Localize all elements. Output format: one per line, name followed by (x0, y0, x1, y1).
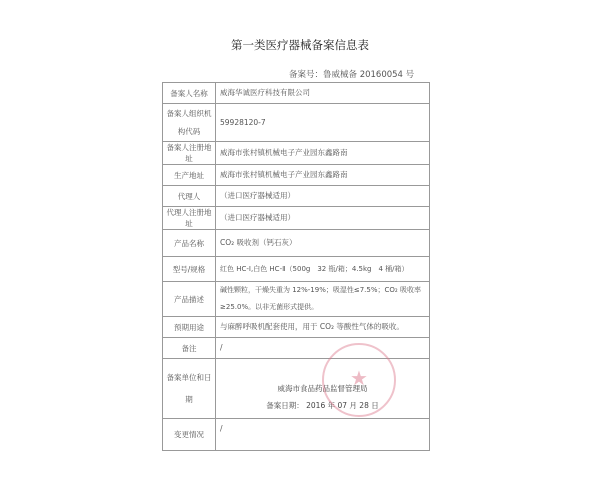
table-row (163, 165, 430, 186)
table-row (163, 317, 430, 338)
row-value: 碱性颗粒，干燥失重为 12%-19%；吸湿性≤7.5%；CO₂ 吸收率≥25.0%。以非无菌形式提供。 (216, 282, 430, 317)
table-row (163, 83, 430, 104)
row-value: / (216, 338, 430, 359)
row-value: 与麻醉呼吸机配套使用，用于 CO₂ 等酸性气体的吸收。 (216, 317, 430, 338)
row-value: （进口医疗器械适用） (216, 186, 430, 207)
row-label: 产品名称 (163, 230, 216, 257)
row-label: 预期用途 (163, 317, 216, 338)
row-label: 代理人注册地址 (163, 207, 216, 230)
row-value: / (216, 419, 430, 451)
table-row (163, 257, 430, 282)
row-label: 变更情况 (163, 419, 216, 451)
table-row (163, 419, 430, 451)
row-label: 备案人注册地址 (163, 142, 216, 165)
table-row (163, 186, 430, 207)
row-label: 备注 (163, 338, 216, 359)
table-row (163, 142, 430, 165)
registration-number: 备案号：鲁威械备 20160054 号 (289, 70, 415, 80)
row-value: 59928120-7 (216, 104, 430, 142)
table-row (163, 338, 430, 359)
row-label: 型号/规格 (163, 257, 216, 282)
row-label: 备案单位和日期 (163, 359, 216, 419)
table-row (163, 104, 430, 142)
row-label: 生产地址 (163, 165, 216, 186)
row-value: 红色 HC-Ⅰ,白色 HC-Ⅱ（500g 32 瓶/箱；4.5kg 4 桶/箱） (216, 257, 430, 282)
row-label: 代理人 (163, 186, 216, 207)
authority-name: 威海市食品药品监督管理局 (277, 383, 368, 393)
row-label: 产品描述 (163, 282, 216, 317)
row-value: CO₂ 吸收剂（钙石灰） (216, 230, 430, 257)
row-value: 威海华诚医疗科技有限公司 (216, 83, 430, 104)
row-label: 备案人名称 (163, 83, 216, 104)
document-title: 第一类医疗器械备案信息表 (231, 38, 369, 52)
row-value: 威海市张村镇机械电子产业园东鑫路南 (216, 142, 430, 165)
table-row (163, 282, 430, 317)
row-value: 威海市张村镇机械电子产业园东鑫路南 (216, 165, 430, 186)
table-row (163, 207, 430, 230)
row-label: 备案人组织机构代码 (163, 104, 216, 142)
filing-date: 备案日期： 2016 年 07 月 28 日 (266, 400, 379, 410)
official-seal-stamp: ★ (322, 343, 396, 417)
table-row (163, 230, 430, 257)
row-value: （进口医疗器械适用） (216, 207, 430, 230)
